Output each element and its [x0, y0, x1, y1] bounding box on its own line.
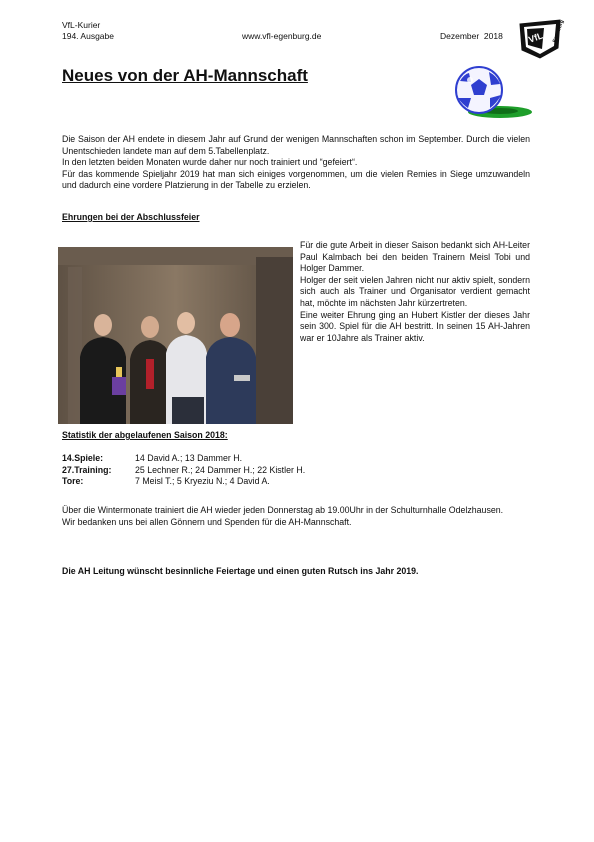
soccer-ball-icon [452, 64, 534, 120]
winter-paragraph-1: Über die Wintermonate trainiert die AH wieder jeden Donnerstag ab 19.00Uhr in der Schulturnhalle Odelzhausen. [62, 505, 504, 515]
stats-value: 14 David A.; 13 Dammer H. [135, 453, 243, 463]
svg-text:VfL: VfL [527, 30, 545, 45]
team-honors-photo [58, 247, 293, 424]
stats-value: 25 Lechner R.; 24 Dammer H.; 22 Kistler H. [135, 464, 306, 475]
issue-number: 194. Ausgabe [62, 31, 114, 41]
stats-table [62, 453, 305, 488]
winter-paragraph-2: Wir bedanken uns bei allen Gönnern und Spenden für die AH-Mannschaft. [62, 516, 352, 527]
newsletter-name: VfL-Kurier [62, 20, 101, 30]
stats-row [62, 453, 305, 465]
intro-paragraph-3: Für das kommende Spieljahr 2019 hat man sich einiges vorgenommen, um die vielen Remies in Siege umzuwandeln und dadurch eine vordere Platzierung in der Tabelle zu erzielen. [62, 168, 530, 191]
honors-paragraph-1: Für die gute Arbeit in dieser Saison bedankt sich AH-Leiter Paul Kalmbach bei den beiden Trainern Meisl Tobi und Holger Dammer. [300, 240, 530, 274]
honors-text [300, 240, 530, 344]
stats-row [62, 465, 305, 477]
issue-date: Dezember 2018 [440, 31, 503, 41]
intro-paragraph-1: Die Saison der AH endete in diesem Jahr auf Grund der wenigen Mannschaften schon im September. Durch die vielen Unentschieden landete man auf dem 5.Tabellenplatz. [62, 134, 530, 156]
intro-paragraph-2: In den letzten beiden Monaten wurde daher nur noch trainiert und “gefeiert“. [62, 157, 358, 168]
svg-text:Egenburg: Egenburg [551, 19, 566, 44]
website-url: www.vfl-egenburg.de [242, 31, 322, 41]
intro-section [62, 134, 530, 192]
club-logo [514, 18, 566, 60]
closing-greeting: Die AH Leitung wünscht besinnliche Feiertage und einen guten Rutsch ins Jahr 2019. [62, 566, 419, 576]
stats-label: Tore: [62, 476, 84, 487]
stats-value: 7 Meisl T.; 5 Kryeziu N.; 4 David A. [135, 476, 270, 487]
honors-heading: Ehrungen bei der Abschlussfeier [62, 212, 200, 222]
page-title: Neues von der AH-Mannschaft [62, 66, 308, 85]
header-left [62, 20, 114, 42]
winter-section [62, 505, 530, 528]
honors-paragraph-2: Holger der seit vielen Jahren nicht nur aktiv spielt, sondern sich auch als Trainer und Organisator verdient gemacht hat, möchte im nächsten Jahr kürzertreten. [300, 274, 530, 308]
honors-paragraph-3: Eine weiter Ehrung ging an Hubert Kistler der dieses Jahr sein 300. Spiel für die AH bestritt. In seinen 15 AH-Jahren war er 10Jahre als Trainer aktiv. [300, 309, 530, 343]
stats-heading: Statistik der abgelaufenen Saison 2018: [62, 430, 228, 440]
stats-label: 14.Spiele: [62, 453, 104, 463]
stats-row [62, 476, 305, 488]
stats-label: 27.Training: [62, 464, 112, 475]
